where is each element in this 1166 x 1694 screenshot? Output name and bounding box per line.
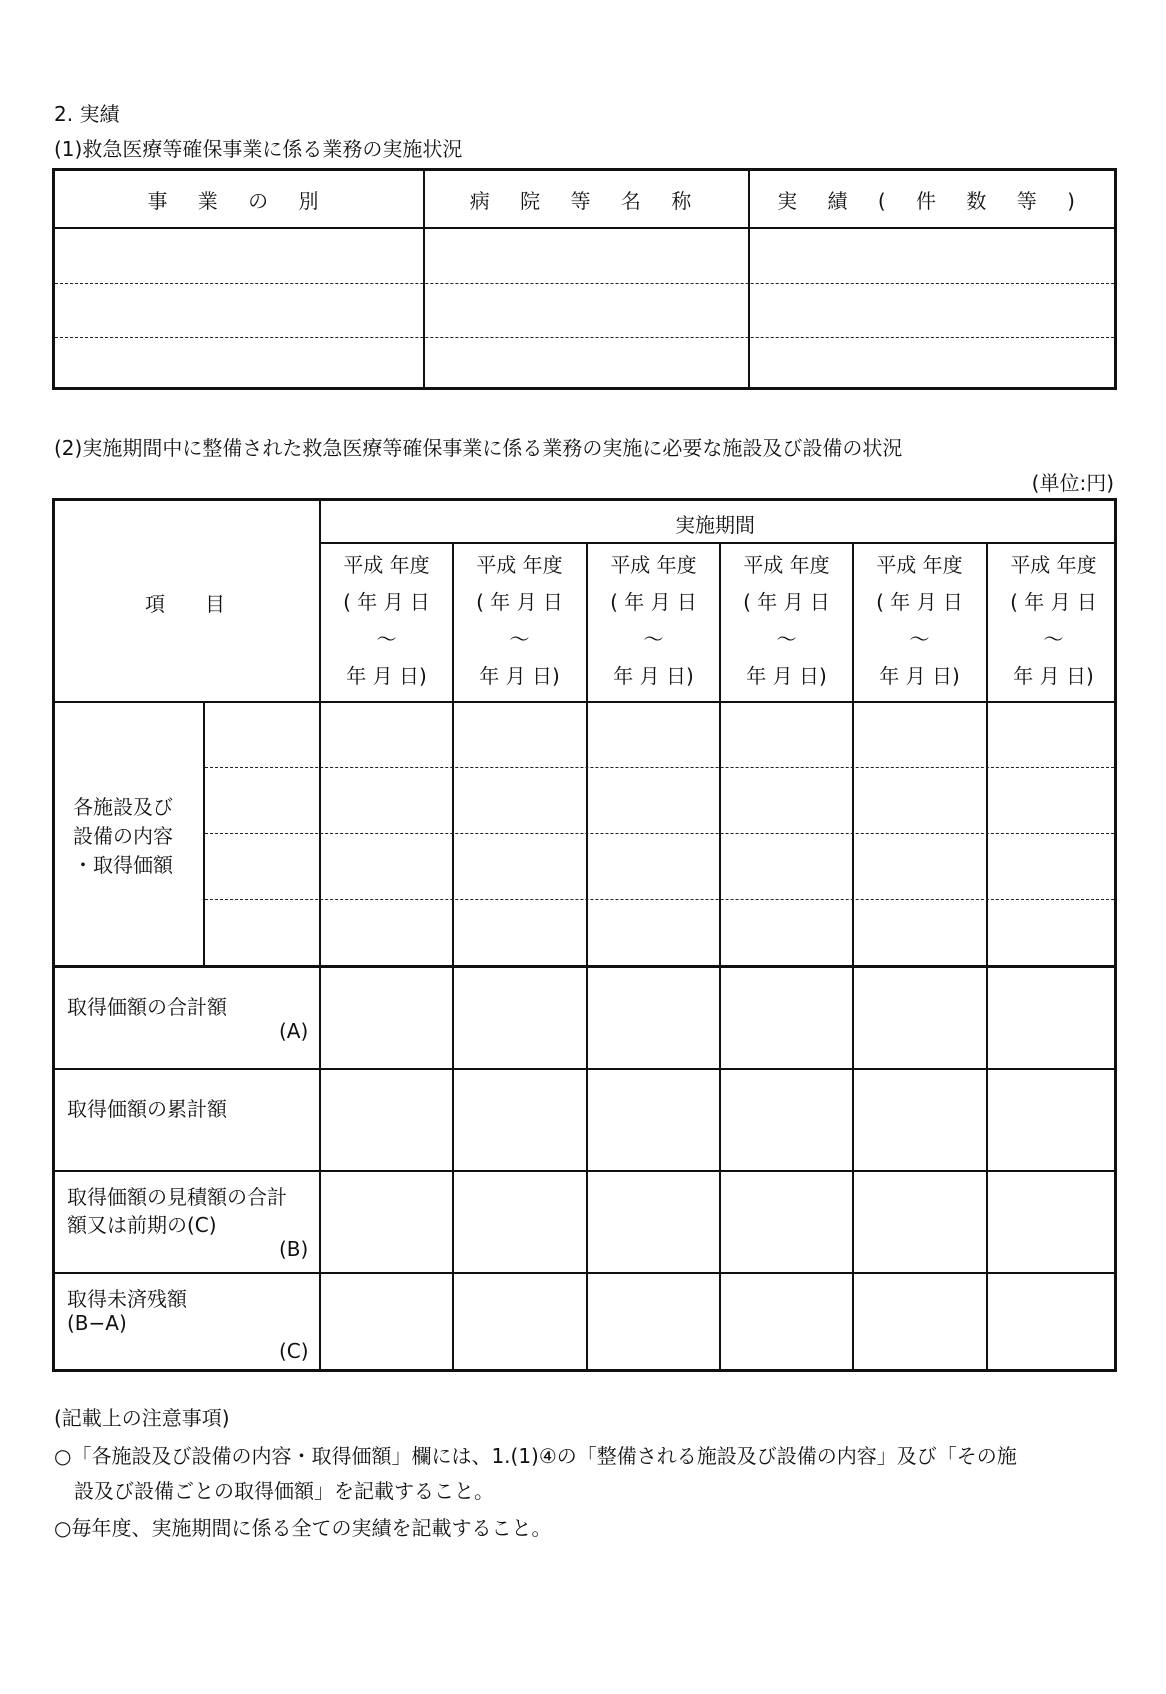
table2-divider bbox=[319, 542, 1114, 544]
period-year: 平成 年度 bbox=[343, 553, 430, 577]
period-column bbox=[987, 547, 1120, 695]
period-end: 年 月 日) bbox=[879, 664, 960, 688]
period-year: 平成 年度 bbox=[743, 553, 830, 577]
period-end: 年 月 日) bbox=[346, 664, 427, 688]
section-title: 2. 実績 bbox=[54, 102, 120, 126]
unit-label: (単位:円) bbox=[1031, 471, 1114, 495]
subsection-2-title: (2)実施期間中に整備された救急医療等確保事業に係る業務の実施に必要な施設及び設備の状況 bbox=[54, 436, 903, 460]
table2-divider bbox=[55, 965, 1114, 968]
row-label-estimate-line2: 額又は前期の(C) bbox=[67, 1213, 217, 1237]
period-end: 年 月 日) bbox=[613, 664, 694, 688]
note-item: ○「各施設及び設備の内容・取得価額」欄には、1.(1)④の「整備される施設及び設備の内容」及び「その施 bbox=[54, 1444, 1017, 1468]
period-column bbox=[720, 547, 853, 695]
period-year: 平成 年度 bbox=[1010, 553, 1097, 577]
facility-label-line: 各施設及び bbox=[73, 795, 173, 819]
period-column bbox=[320, 547, 453, 695]
note-item: 設及び設備ごとの取得価額」を記載すること。 bbox=[54, 1479, 494, 1503]
period-year: 平成 年度 bbox=[876, 553, 963, 577]
row-suffix-c: (C) bbox=[279, 1339, 309, 1363]
period-end: 年 月 日) bbox=[479, 664, 560, 688]
row-label-remaining: 取得未済残額 bbox=[67, 1287, 187, 1311]
period-start: ( 年 月 日 bbox=[1010, 590, 1097, 614]
facilities-status-table bbox=[52, 498, 1117, 1372]
period-start: ( 年 月 日 bbox=[610, 590, 697, 614]
period-start: ( 年 月 日 bbox=[743, 590, 830, 614]
period-tilde: 〜 bbox=[776, 627, 797, 651]
period-tilde: 〜 bbox=[1043, 627, 1064, 651]
period-column bbox=[453, 547, 586, 695]
table1-row-separator bbox=[55, 283, 1114, 284]
row-label-estimate: 取得価額の見積額の合計 bbox=[67, 1185, 287, 1209]
table2-divider bbox=[55, 701, 1114, 703]
facility-row-separator bbox=[205, 833, 1114, 834]
item-header: 項 目 bbox=[145, 592, 225, 616]
period-end: 年 月 日) bbox=[1013, 664, 1094, 688]
table2-divider bbox=[55, 1068, 1114, 1070]
period-end: 年 月 日) bbox=[746, 664, 827, 688]
period-header: 実施期間 bbox=[675, 513, 755, 537]
header-results: 実 績 ( 件 数 等 ) bbox=[777, 188, 1087, 213]
row-suffix-b: (B) bbox=[279, 1237, 309, 1261]
period-year: 平成 年度 bbox=[476, 553, 563, 577]
row-label-remaining-line2: (B−A) bbox=[67, 1311, 127, 1335]
period-column bbox=[853, 547, 986, 695]
facility-row-separator bbox=[205, 767, 1114, 768]
period-start: ( 年 月 日 bbox=[476, 590, 563, 614]
facility-row-separator bbox=[205, 899, 1114, 900]
note-item: ○毎年度、実施期間に係る全ての実績を記載すること。 bbox=[54, 1516, 552, 1540]
subsection-1-title: (1)救急医療等確保事業に係る業務の実施状況 bbox=[54, 137, 463, 161]
period-tilde: 〜 bbox=[509, 627, 530, 651]
table2-divider bbox=[55, 1170, 1114, 1172]
period-column bbox=[587, 547, 720, 695]
table2-divider bbox=[55, 1272, 1114, 1274]
row-label-total: 取得価額の合計額 bbox=[67, 995, 227, 1019]
period-year: 平成 年度 bbox=[610, 553, 697, 577]
row-label-cumulative: 取得価額の累計額 bbox=[67, 1097, 227, 1121]
period-tilde: 〜 bbox=[909, 627, 930, 651]
facility-label-line: 設備の内容 bbox=[73, 824, 173, 848]
period-tilde: 〜 bbox=[376, 627, 397, 651]
period-start: ( 年 月 日 bbox=[343, 590, 430, 614]
implementation-status-table bbox=[52, 168, 1117, 390]
period-start: ( 年 月 日 bbox=[876, 590, 963, 614]
period-tilde: 〜 bbox=[643, 627, 664, 651]
header-business-type: 事 業 の 別 bbox=[147, 188, 331, 213]
row-suffix-a: (A) bbox=[279, 1019, 309, 1043]
facility-label-line: ・取得価額 bbox=[73, 853, 173, 877]
table1-row-separator bbox=[55, 337, 1114, 338]
notes-heading: (記載上の注意事項) bbox=[54, 1406, 230, 1430]
header-hospital-name: 病 院 等 名 称 bbox=[469, 188, 704, 213]
